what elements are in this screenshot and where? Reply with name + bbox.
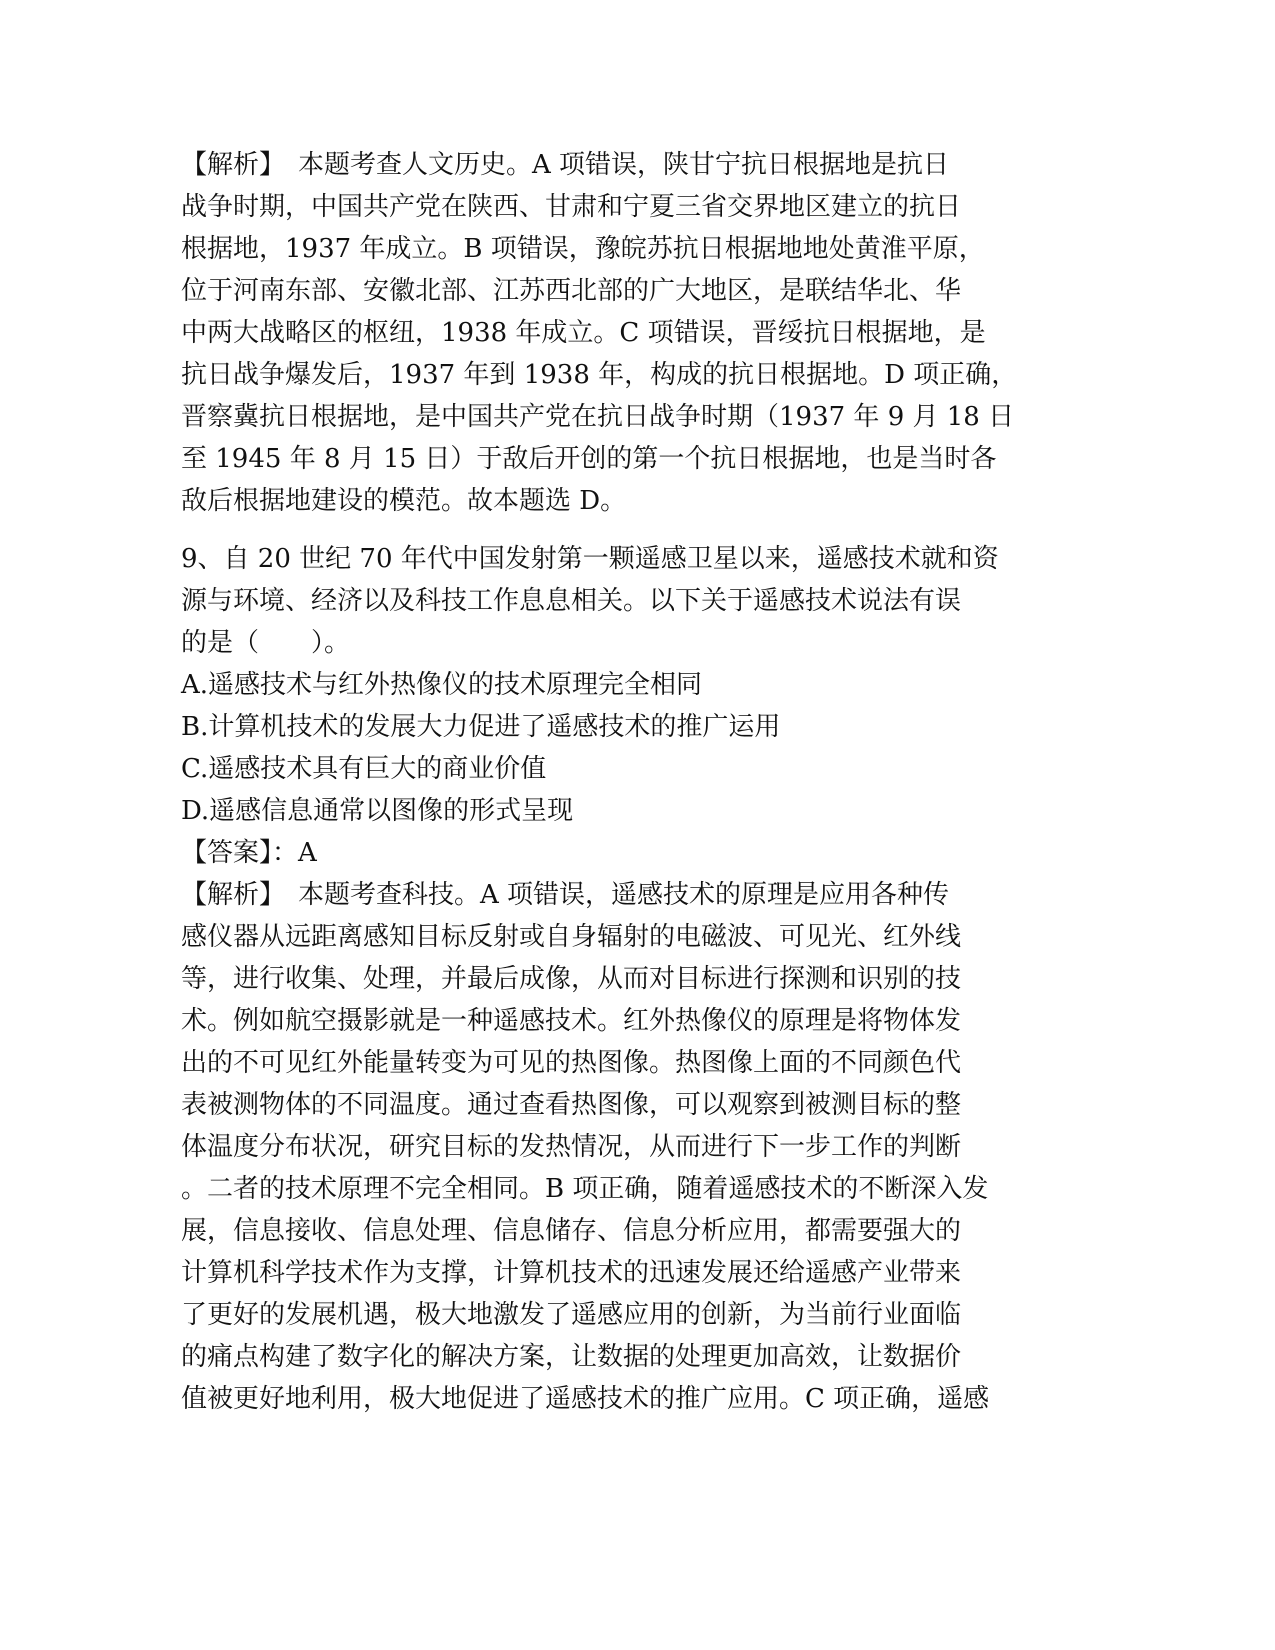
analysis-line: 表被测物体的不同温度。通过查看热图像，可以观察到被测目标的整 xyxy=(181,1090,962,1120)
analysis-line: 【解析】 本题考查科技。A 项错误，遥感技术的原理是应用各种传 xyxy=(181,880,950,910)
analysis-line: 至 1945 年 8 月 15 日）于敌后开创的第一个抗日根据地，也是当时各 xyxy=(181,444,997,474)
question-stem-line: 的是（ ）。 xyxy=(181,628,351,658)
analysis-line: 的痛点构建了数字化的解决方案，让数据的处理更加高效，让数据价 xyxy=(181,1342,962,1372)
analysis-line: 计算机科学技术作为支撑，计算机技术的迅速发展还给遥感产业带来 xyxy=(181,1258,962,1288)
answer-line: 【答案】：A xyxy=(181,838,317,868)
analysis-line: 展，信息接收、信息处理、信息储存、信息分析应用，都需要强大的 xyxy=(181,1216,962,1246)
analysis-line: 了更好的发展机遇，极大地激发了遥感应用的创新，为当前行业面临 xyxy=(181,1300,962,1330)
option-b: B.计算机技术的发展大力促进了遥感技术的推广运用 xyxy=(181,712,781,742)
option-a: A.遥感技术与红外热像仪的技术原理完全相同 xyxy=(181,670,703,700)
question-stem-line: 源与环境、经济以及科技工作息息相关。以下关于遥感技术说法有误 xyxy=(181,586,962,616)
analysis-line: 中两大战略区的枢纽，1938 年成立。C 项错误，晋绥抗日根据地，是 xyxy=(181,318,986,348)
question-9 xyxy=(181,538,1041,874)
document-page xyxy=(181,144,1041,1420)
option-c: C.遥感技术具有巨大的商业价值 xyxy=(181,754,547,784)
analysis-line: 体温度分布状况，研究目标的发热情况，从而进行下一步工作的判断 xyxy=(181,1132,962,1162)
analysis-line: 战争时期，中国共产党在陕西、甘肃和宁夏三省交界地区建立的抗日 xyxy=(181,192,962,222)
analysis-line: 位于河南东部、安徽北部、江苏西北部的广大地区，是联结华北、华 xyxy=(181,276,962,306)
question-stem-line: 9、自 20 世纪 70 年代中国发射第一颗遥感卫星以来，遥感技术就和资 xyxy=(181,544,999,574)
paragraph-gap xyxy=(181,522,1041,538)
analysis-line: 根据地，1937 年成立。B 项错误，豫皖苏抗日根据地地处黄淮平原， xyxy=(181,234,985,264)
analysis-line: 值被更好地利用，极大地促进了遥感技术的推广应用。C 项正确，遥感 xyxy=(181,1384,990,1414)
analysis-line: 晋察冀抗日根据地，是中国共产党在抗日战争时期（1937 年 9 月 18 日 xyxy=(181,402,1015,432)
previous-analysis xyxy=(181,144,1041,522)
analysis-line: 抗日战争爆发后，1937 年到 1938 年，构成的抗日根据地。D 项正确， xyxy=(181,360,1018,390)
analysis-line: 出的不可见红外能量转变为可见的热图像。热图像上面的不同颜色代 xyxy=(181,1048,962,1078)
analysis-line: 【解析】 本题考查人文历史。A 项错误，陕甘宁抗日根据地是抗日 xyxy=(181,150,950,180)
option-d: D.遥感信息通常以图像的形式呈现 xyxy=(181,796,574,826)
analysis-line: 感仪器从远距离感知目标反射或自身辐射的电磁波、可见光、红外线 xyxy=(181,922,962,952)
question-9-analysis xyxy=(181,874,1041,1420)
analysis-line: 术。例如航空摄影就是一种遥感技术。红外热像仪的原理是将物体发 xyxy=(181,1006,962,1036)
analysis-line: 等，进行收集、处理，并最后成像，从而对目标进行探测和识别的技 xyxy=(181,964,962,994)
analysis-line: 。二者的技术原理不完全相同。B 项正确，随着遥感技术的不断深入发 xyxy=(181,1174,989,1204)
analysis-line: 敌后根据地建设的模范。故本题选 D。 xyxy=(181,486,627,516)
